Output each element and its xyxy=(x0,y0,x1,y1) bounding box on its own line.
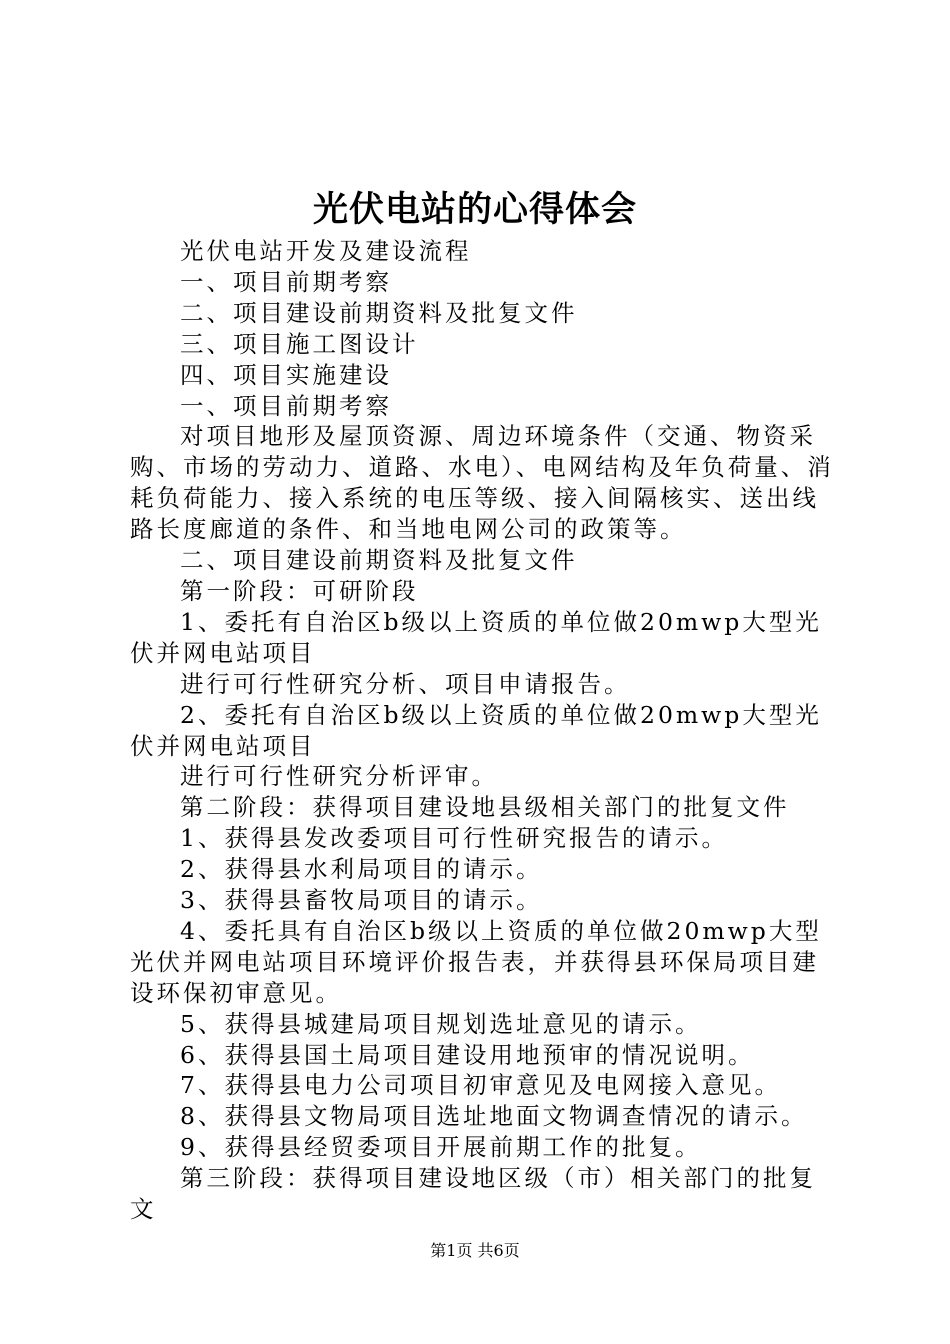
paragraph: 1、委托有自治区b级以上资质的单位做20mwp大型光伏并网电站项目 xyxy=(130,607,822,667)
paragraph: 5、获得县城建局项目规划选址意见的请示。 xyxy=(180,1009,702,1038)
paragraph: 进行可行性研究分析评审。 xyxy=(180,762,498,791)
paragraph: 7、获得县电力公司项目初审意见及电网接入意见。 xyxy=(180,1071,781,1100)
paragraph: 9、获得县经贸委项目开展前期工作的批复。 xyxy=(180,1133,702,1162)
paragraph: 四、项目实施建设 xyxy=(180,360,392,389)
paragraph: 6、获得县国土局项目建设用地预审的情况说明。 xyxy=(180,1040,755,1069)
paragraph: 一、项目前期考察 xyxy=(180,267,392,296)
paragraph: 3、获得县畜牧局项目的请示。 xyxy=(180,886,543,915)
page-number: 第1页 共6页 xyxy=(430,1241,520,1260)
paragraph: 光伏电站开发及建设流程 xyxy=(180,237,472,265)
paragraph: 一、项目前期考察 xyxy=(180,391,392,420)
paragraph: 三、项目施工图设计 xyxy=(180,329,419,358)
paragraph: 第三阶段：获得项目建设地区级（市）相关部门的批复文 xyxy=(130,1164,816,1224)
paragraph: 二、项目建设前期资料及批复文件 xyxy=(180,546,578,575)
paragraph: 4、委托具有自治区b级以上资质的单位做20mwp大型光伏并网电站项目环境评价报告表，并获得县环保局项目建设环保初审意见。 xyxy=(130,916,822,1007)
paragraph: 8、获得县文物局项目选址地面文物调查情况的请示。 xyxy=(180,1102,808,1131)
paragraph: 进行可行性研究分析、项目申请报告。 xyxy=(180,669,631,698)
paragraph: 对项目地形及屋顶资源、周边环境条件（交通、物资采购、市场的劳动力、道路、水电）、电网结构及年负荷量、消耗负荷能力、接入系统的电压等级、接入间隔核实、送出线路长度廊道的条件、和当地电网公司的政策等。 xyxy=(130,422,834,544)
paragraph: 2、委托有自治区b级以上资质的单位做20mwp大型光伏并网电站项目 xyxy=(130,700,822,760)
paragraph: 二、项目建设前期资料及批复文件 xyxy=(180,298,578,327)
paragraph: 第二阶段：获得项目建设地县级相关部门的批复文件 xyxy=(180,793,790,822)
paragraph: 2、获得县水利局项目的请示。 xyxy=(180,855,543,884)
paragraph: 第一阶段：可研阶段 xyxy=(180,576,419,605)
document-body xyxy=(130,236,835,1225)
paragraph: 1、获得县发改委项目可行性研究报告的请示。 xyxy=(180,824,728,853)
document-title: 光伏电站的心得体会 xyxy=(312,189,637,230)
